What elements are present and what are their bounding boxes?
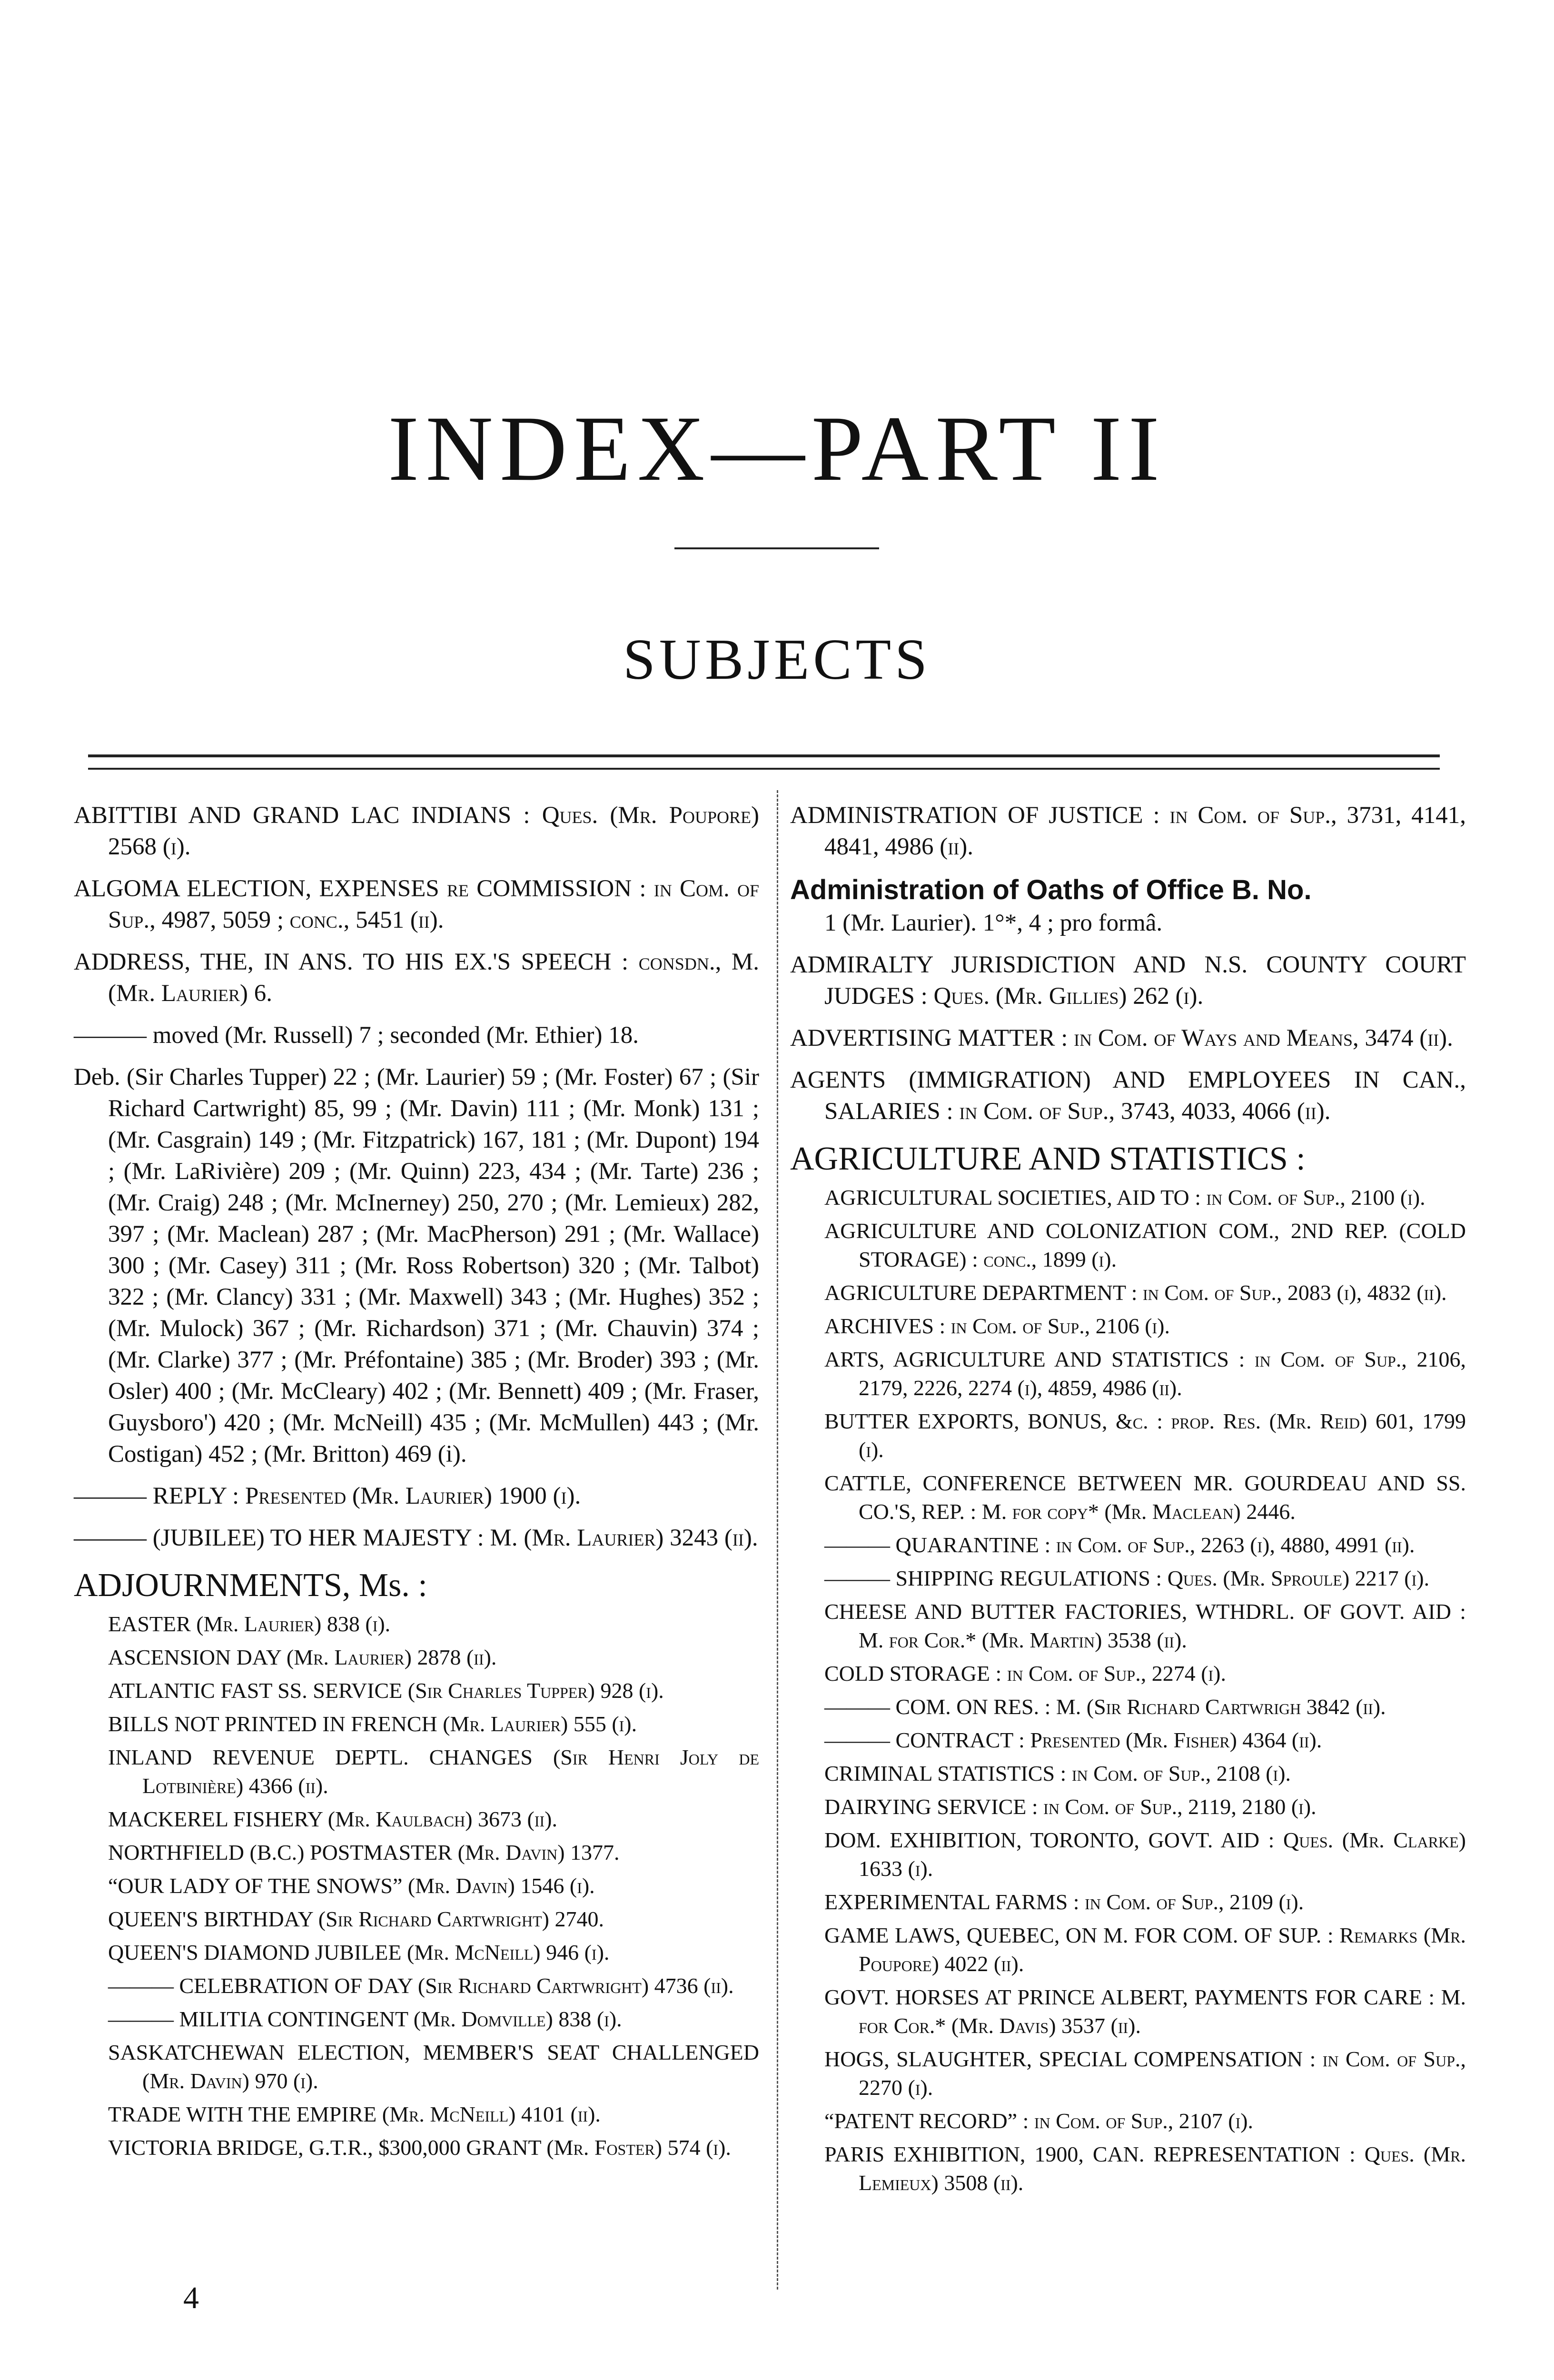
- sub-entry: ARTS, AGRICULTURE AND STATISTICS : in Com. of Sup., 2106, 2179, 2226, 2274 (i), 4859, 4986 (ii).: [824, 1347, 1466, 1400]
- sub-entry: ——— QUARANTINE : in Com. of Sup., 2263 (i), 4880, 4991 (ii).: [824, 1533, 1415, 1557]
- left-column: [74, 800, 759, 2167]
- sub-entry: VICTORIA BRIDGE, G.T.R., $300,000 GRANT (Mr. Foster) 574 (i).: [108, 2135, 731, 2160]
- index-entry: ——— moved (Mr. Russell) 7 ; seconded (Mr. Ethier) 18.: [74, 1022, 639, 1049]
- sub-entry: CRIMINAL STATISTICS : in Com. of Sup., 2108 (i).: [824, 1761, 1291, 1785]
- right-column: [790, 800, 1466, 2202]
- index-entry: ALGOMA ELECTION, EXPENSES re COMMISSION : in Com. of Sup., 4987, 5059 ; conc., 5451 (ii).: [74, 875, 759, 933]
- bold-entry-title: Administration of Oaths of Office B. No.: [790, 874, 1312, 905]
- index-entry: ——— (JUBILEE) TO HER MAJESTY : M. (Mr. Laurier) 3243 (ii).: [74, 1525, 758, 1551]
- index-entry: AGENTS (IMMIGRATION) AND EMPLOYEES IN CAN., SALARIES : in Com. of Sup., 3743, 4033, 4066 (ii).: [790, 1067, 1466, 1125]
- sub-entry: GAME LAWS, QUEBEC, ON M. FOR COM. OF SUP. : Remarks (Mr. Poupore) 4022 (ii).: [824, 1923, 1466, 1976]
- page-title: INDEX—PART II: [388, 397, 1166, 500]
- sub-entry: ARCHIVES : in Com. of Sup., 2106 (i).: [824, 1314, 1170, 1338]
- bold-entry-detail: 1 (Mr. Laurier). 1°*, 4 ; pro formâ.: [824, 910, 1163, 936]
- sub-entry: “OUR LADY OF THE SNOWS” (Mr. Davin) 1546 (i).: [108, 1874, 595, 1898]
- sub-entry: AGRICULTURE DEPARTMENT : in Com. of Sup., 2083 (i), 4832 (ii).: [824, 1280, 1447, 1305]
- sub-entry: BILLS NOT PRINTED IN FRENCH (Mr. Laurier) 555 (i).: [108, 1712, 637, 1736]
- index-entry: ADMINISTRATION OF JUSTICE : in Com. of Sup., 3731, 4141, 4841, 4986 (ii).: [790, 802, 1466, 860]
- double-rule: [88, 754, 1440, 770]
- page-subtitle: SUBJECTS: [623, 627, 931, 692]
- sub-entry: ——— COM. ON RES. : M. (Sir Richard Cartwrigh 3842 (ii).: [824, 1695, 1386, 1719]
- sub-entry: NORTHFIELD (B.C.) POSTMASTER (Mr. Davin) 1377.: [108, 1840, 620, 1864]
- sub-entry: TRADE WITH THE EMPIRE (Mr. McNeill) 4101 (ii).: [108, 2102, 601, 2126]
- sub-entry: EASTER (Mr. Laurier) 838 (i).: [108, 1612, 391, 1636]
- sub-entry: ——— CONTRACT : Presented (Mr. Fisher) 4364 (ii).: [824, 1728, 1322, 1752]
- sub-entry: ——— MILITIA CONTINGENT (Mr. Domville) 838 (i).: [108, 2007, 622, 2031]
- sub-entry: ATLANTIC FAST SS. SERVICE (Sir Charles Tupper) 928 (i).: [108, 1678, 664, 1703]
- index-entry: ADDRESS, THE, IN ANS. TO HIS EX.'S SPEECH : consdn., M. (Mr. Laurier) 6.: [74, 949, 759, 1007]
- sub-entry: CHEESE AND BUTTER FACTORIES, WTHDRL. OF GOVT. AID : M. for Cor.* (Mr. Martin) 3538 (ii).: [824, 1599, 1466, 1652]
- section-heading: AGRICULTURE AND STATISTICS :: [790, 1140, 1306, 1177]
- title-divider: [674, 547, 879, 549]
- page-number: 4: [183, 2281, 199, 2315]
- sub-entry: GOVT. HORSES AT PRINCE ALBERT, PAYMENTS FOR CARE : M. for Cor.* (Mr. Davis) 3537 (ii).: [824, 1985, 1466, 2038]
- sub-entry: SASKATCHEWAN ELECTION, MEMBER'S SEAT CHALLENGED (Mr. Davin) 970 (i).: [108, 2040, 759, 2093]
- sub-entry: QUEEN'S BIRTHDAY (Sir Richard Cartwright) 2740.: [108, 1907, 604, 1931]
- sub-entry: BUTTER EXPORTS, BONUS, &c. : prop. Res. (Mr. Reid) 601, 1799 (i).: [824, 1409, 1466, 1462]
- index-entry: ADVERTISING MATTER : in Com. of Ways and Means, 3474 (ii).: [790, 1025, 1453, 1051]
- sub-entry: QUEEN'S DIAMOND JUBILEE (Mr. McNeill) 946 (i).: [108, 1940, 610, 1964]
- sub-entry: AGRICULTURAL SOCIETIES, AID TO : in Com. of Sup., 2100 (i).: [824, 1185, 1425, 1210]
- index-entry: ADMIRALTY JURISDICTION AND N.S. COUNTY COURT JUDGES : Ques. (Mr. Gillies) 262 (i).: [790, 952, 1466, 1010]
- bold-index-entry: [790, 873, 1466, 939]
- column-divider: [777, 790, 778, 2290]
- section-heading: ADJOURNMENTS, Ms. :: [74, 1567, 427, 1604]
- sub-entry: HOGS, SLAUGHTER, SPECIAL COMPENSATION : in Com. of Sup., 2270 (i).: [824, 2047, 1466, 2100]
- index-entry: Deb. (Sir Charles Tupper) 22 ; (Mr. Laurier) 59 ; (Mr. Foster) 67 ; (Sir Richard Cartwright) 85, 99 ; (Mr. Davin) 111 ; (Mr. Monk) 131 ; (Mr. Casgrain) 149 ; (Mr. Fitzpatrick) 167, 181 ; (Mr. Dupont) 194 ; (Mr. LaRivière) 209 ; (Mr. Quinn) 223, 434 ; (Mr. Tarte) 236 ; (Mr. Craig) 248 ; (Mr. McInerney) 250, 270 ; (Mr. Lemieux) 282, 397 ; (Mr. Maclean) 287 ; (Mr. MacPherson) 291 ; (Mr. Wallace) 300 ; (Mr. Casey) 311 ; (Mr. Ross Robertson) 320 ; (Mr. Talbot) 322 ; (Mr. Clancy) 331 ; (Mr. Maxwell) 343 ; (Mr. Hughes) 352 ; (Mr. Mulock) 367 ; (Mr. Richardson) 371 ; (Mr. Chauvin) 374 ; (Mr. Clarke) 377 ; (Mr. Préfontaine) 385 ; (Mr. Broder) 393 ; (Mr. Osler) 400 ; (Mr. McCleary) 402 ; (Mr. Bennett) 409 ; (Mr. Fraser, Guysboro') 420 ; (Mr. McNeill) 435 ; (Mr. McMullen) 443 ; (Mr. Costigan) 452 ; (Mr. Britton) 469 (i).: [74, 1064, 759, 1468]
- sub-entry: ASCENSION DAY (Mr. Laurier) 2878 (ii).: [108, 1645, 497, 1669]
- sub-entry: INLAND REVENUE DEPTL. CHANGES (Sir Henri Joly de Lotbinière) 4366 (ii).: [108, 1745, 759, 1798]
- sub-entry: “PATENT RECORD” : in Com. of Sup., 2107 (i).: [824, 2109, 1254, 2133]
- sub-entry: AGRICULTURE AND COLONIZATION COM., 2ND REP. (COLD STORAGE) : conc., 1899 (i).: [824, 1219, 1466, 1271]
- index-entry: ABITTIBI AND GRAND LAC INDIANS : Ques. (Mr. Poupore) 2568 (i).: [74, 802, 759, 860]
- sub-entry: ——— SHIPPING REGULATIONS : Ques. (Mr. Sproule) 2217 (i).: [824, 1566, 1430, 1590]
- sub-entry: ——— CELEBRATION OF DAY (Sir Richard Cartwright) 4736 (ii).: [108, 1973, 734, 1998]
- sub-entry: COLD STORAGE : in Com. of Sup., 2274 (i).: [824, 1661, 1226, 1686]
- sub-entry: DOM. EXHIBITION, TORONTO, GOVT. AID : Ques. (Mr. Clarke) 1633 (i).: [824, 1828, 1466, 1881]
- sub-entry: PARIS EXHIBITION, 1900, CAN. REPRESENTATION : Ques. (Mr. Lemieux) 3508 (ii).: [824, 2142, 1466, 2195]
- sub-entry: MACKEREL FISHERY (Mr. Kaulbach) 3673 (ii).: [108, 1807, 557, 1831]
- sub-entry: DAIRYING SERVICE : in Com. of Sup., 2119, 2180 (i).: [824, 1795, 1316, 1819]
- sub-entry: EXPERIMENTAL FARMS : in Com. of Sup., 2109 (i).: [824, 1890, 1304, 1914]
- index-entry: ——— REPLY : Presented (Mr. Laurier) 1900 (i).: [74, 1483, 581, 1509]
- sub-entry: CATTLE, CONFERENCE BETWEEN MR. GOURDEAU AND SS. CO.'S, REP. : M. for copy* (Mr. Maclean) 2446.: [824, 1471, 1466, 1524]
